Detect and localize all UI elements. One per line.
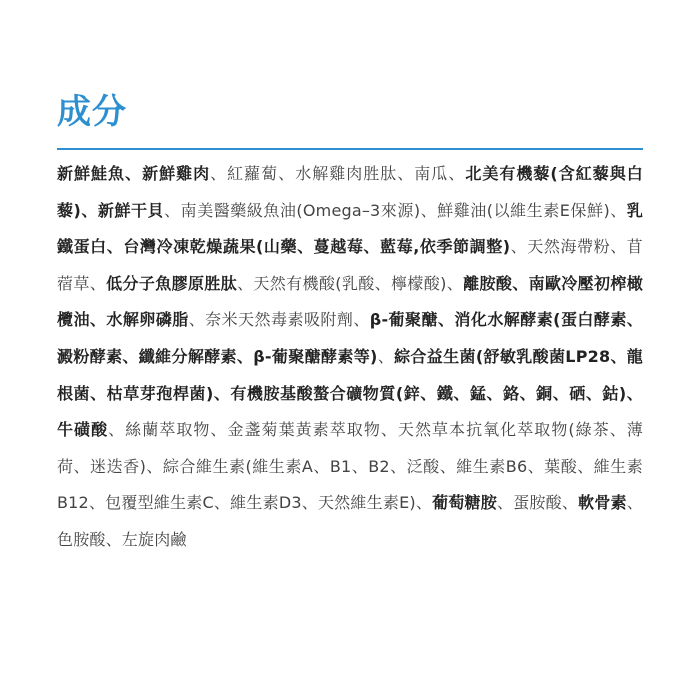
ingredient-highlight: 北美有機藜(含紅藜與白藜)、新鮮干貝: [57, 164, 643, 220]
ingredient-highlight: 葡萄糖胺: [432, 493, 497, 513]
ingredient-highlight: β-葡聚醣、消化水解酵素(蛋白酵素、澱粉酵素、纖維分解酵素、β-葡聚醣酵素等): [57, 310, 643, 366]
ingredient-highlight: 綜合益生菌(舒敏乳酸菌LP28、龍根菌、枯草芽孢桿菌)、有機胺基酸螯合礦物質(鋅、鐵、錳、鉻、銅、硒、鈷)、牛磺酸: [57, 346, 643, 440]
ingredient-text: 、紅蘿蔔、水解雞肉胜肽、南瓜、: [210, 164, 466, 183]
title-divider: [57, 148, 643, 150]
ingredient-text: 、南美醫藥級魚油(Omega–3來源)、鮮雞油(以維生素E保鮮)、: [164, 200, 627, 220]
ingredient-text: 、奈米天然毒素吸附劑、: [188, 310, 370, 330]
ingredient-text: 、: [377, 346, 395, 366]
section-title: 成分: [57, 92, 127, 132]
ingredient-text: 、天然有機酸(乳酸、檸檬酸)、: [237, 273, 464, 293]
ingredient-text: 、蛋胺酸、: [496, 493, 579, 513]
ingredients-text: [57, 156, 643, 559]
ingredient-highlight: 離胺酸、南歐冷壓初榨橄欖油、水解卵磷脂: [57, 273, 643, 330]
ingredient-highlight: 新鮮鮭魚、新鮮雞肉: [57, 164, 211, 183]
ingredient-text: 、絲蘭萃取物、金盞菊葉黃素萃取物、天然草本抗氧化萃取物(綠茶、薄荷、迷迭香)、綜合維生素(維生素A、B1、B2、泛酸、維生素B6、葉酸、維生素B12、包覆型維生素C、維生素D3、天然維生素E)、: [57, 420, 643, 513]
ingredient-text: 、色胺酸、左旋肉鹼: [57, 493, 643, 549]
ingredient-highlight: 低分子魚膠原胜肽: [106, 273, 238, 293]
ingredient-highlight: 乳鐵蛋白、台灣冷凍乾燥蔬果(山藥、蔓越莓、藍莓,依季節調整): [57, 200, 644, 257]
ingredient-highlight: 軟骨素: [578, 493, 627, 513]
ingredient-text: 、天然海帶粉、苜蓿草、: [57, 237, 643, 293]
